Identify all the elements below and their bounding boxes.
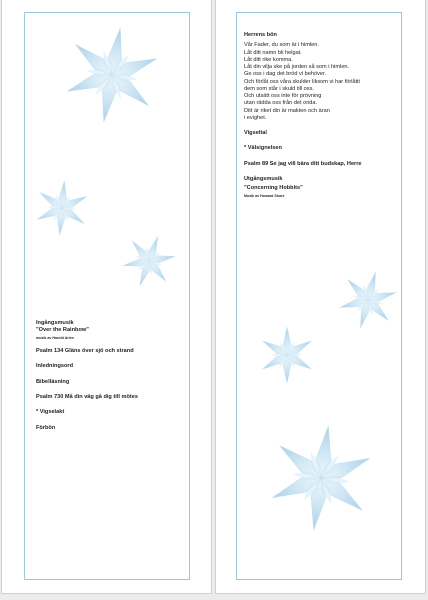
psalm-730: Psalm 730 Må din väg gå dig till mötes	[36, 394, 138, 400]
prayer-line: dem som står i skuld till oss.	[244, 85, 314, 92]
prayer-line: Ditt är riket din är makten och äran	[244, 107, 330, 114]
prayer-line: Ge oss i dag det bröd vi behöver.	[244, 71, 327, 78]
inledningsord: Inledningsord	[36, 363, 73, 370]
snowflake-icon	[256, 324, 318, 386]
vigseltal: Vigseltal	[244, 130, 267, 137]
psalm-89: Psalm 89 Se jag vill bära ditt budskap, Herre	[244, 160, 362, 167]
page-right	[216, 0, 425, 593]
program-left-column	[36, 320, 186, 432]
prayer-line: i evighet.	[244, 114, 267, 121]
snowflake-icon	[62, 20, 162, 130]
ingangsmusik-title: "Over the Rainbow"	[36, 327, 89, 334]
valsignelsen: * Välsignelsen	[244, 145, 282, 152]
prayer-line: Låt din vilja ske på jorden så som i himlen.	[244, 64, 350, 71]
forbon: Förbön	[36, 424, 56, 431]
ingangsmusik-heading: Ingångsmusik	[36, 320, 74, 326]
prayer-line: Vår Fader, du som är i himlen.	[244, 42, 319, 49]
bibellasning: Bibelläsning	[36, 378, 70, 385]
prayer-text	[244, 42, 394, 122]
page-left	[2, 0, 211, 593]
prayer-heading: Herrens bön	[244, 32, 277, 38]
prayer-line: Låt ditt rike komma.	[244, 56, 293, 63]
snowflake-icon	[336, 268, 400, 332]
program-right-column	[244, 32, 394, 198]
prayer-line: utan rädda oss från det onda.	[244, 100, 318, 107]
vigselakt: * Vigselakt	[36, 409, 65, 416]
prayer-line: Låt ditt namn bli helgat.	[244, 49, 302, 56]
snowflake-icon	[120, 232, 178, 290]
utgangsmusik-credit: Musik av Howard Shore	[244, 193, 285, 198]
snowflake-icon	[32, 178, 92, 238]
utgangsmusik-title: "Concerning Hobbits"	[244, 185, 303, 192]
utgangsmusik-heading: Utgångsmusik	[244, 175, 283, 182]
prayer-line: Och utsätt oss inte för prövning	[244, 93, 322, 100]
ingangsmusik-credit: musik av Harold Arlen	[36, 335, 74, 340]
psalm-134: Psalm 134 Gläns över sjö och strand	[36, 348, 134, 355]
prayer-line: Och förlåt oss våra skulder liksom vi har förlåtit	[244, 78, 360, 85]
snowflake-icon	[266, 418, 376, 538]
